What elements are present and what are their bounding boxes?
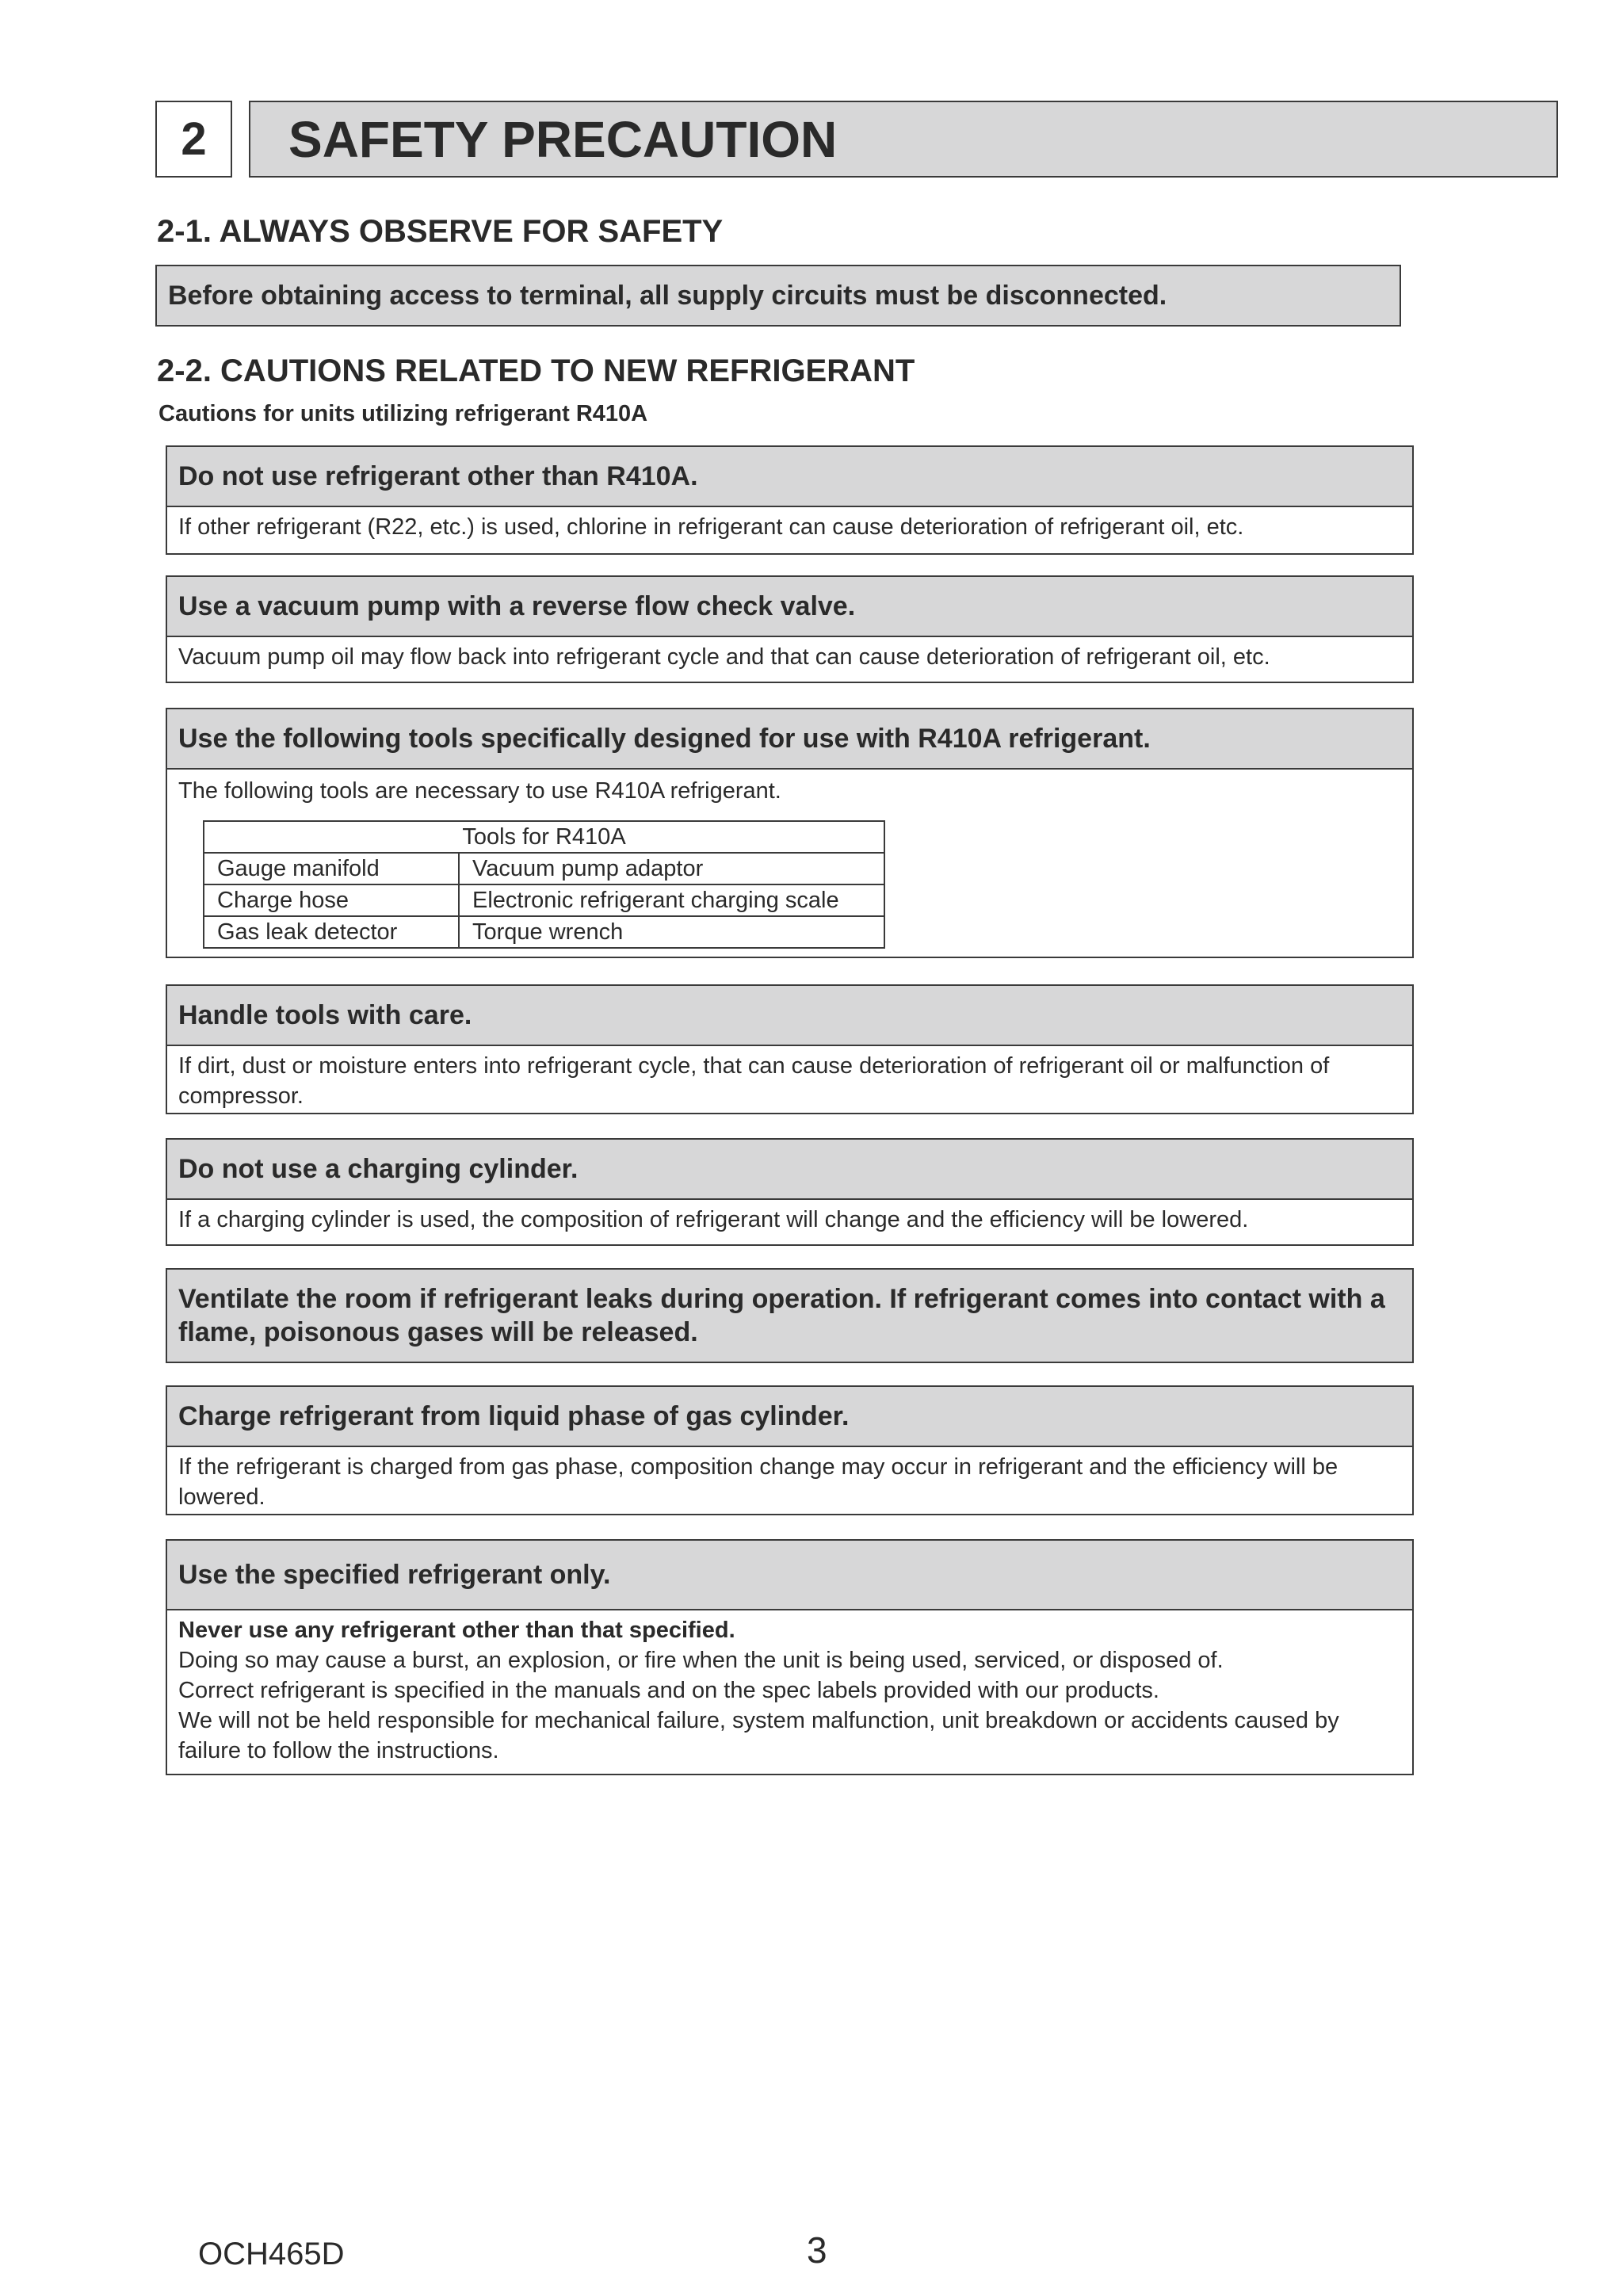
table-row: [204, 884, 884, 916]
table-cell: Electronic refrigerant charging scale: [459, 884, 884, 916]
table-header-row: [204, 821, 884, 853]
caution-body: If the refrigerant is charged from gas phase, composition change may occur in refrigerant and the efficiency will be lowered.: [178, 1454, 1338, 1510]
tools-table: [203, 820, 885, 949]
caution-title: Charge refrigerant from liquid phase of gas cylinder.: [167, 1387, 1412, 1447]
caution-body-area: [167, 770, 1412, 957]
caution-body-line: We will not be held responsible for mechanical failure, system malfunction, unit breakdown or accidents caused by failure to follow the instructions.: [178, 1708, 1339, 1763]
caution-box-liquid-phase: [166, 1385, 1414, 1515]
caution-title: Ventilate the room if refrigerant leaks during operation. If refrigerant comes into contact with a flame, poisonous gases will be released.: [167, 1270, 1412, 1362]
section-heading-2-2: 2-2. CAUTIONS RELATED TO NEW REFRIGERANT: [157, 353, 915, 388]
table-cell: Charge hose: [204, 884, 459, 916]
table-cell: Gauge manifold: [204, 853, 459, 884]
table-row: [204, 916, 884, 948]
caution-title: Do not use a charging cylinder.: [167, 1140, 1412, 1200]
chapter-number: 2: [155, 101, 232, 178]
footer-model-code: OCH465D: [198, 2237, 345, 2271]
caution-box-charging-cylinder: [166, 1138, 1414, 1246]
caution-title: Use the following tools specifically designed for use with R410A refrigerant.: [167, 709, 1412, 770]
chapter-title: [249, 101, 1558, 178]
table-cell: Gas leak detector: [204, 916, 459, 948]
section-heading-2-1: 2-1. ALWAYS OBSERVE FOR SAFETY: [157, 214, 724, 249]
caution-body: Vacuum pump oil may flow back into refrigerant cycle and that can cause deterioration of refrigerant oil, etc.: [178, 644, 1270, 670]
caution-body-bold-line: Never use any refrigerant other than that specified.: [178, 1618, 735, 1643]
tools-table-header: Tools for R410A: [204, 821, 884, 853]
caution-body-line: Correct refrigerant is specified in the manuals and on the spec labels provided with our products.: [178, 1678, 1159, 1703]
table-cell: Torque wrench: [459, 916, 884, 948]
caution-box-tools: [166, 708, 1414, 958]
caution-body-line: Doing so may cause a burst, an explosion, or fire when the unit is being used, serviced, or disposed of.: [178, 1648, 1224, 1673]
caution-title: Handle tools with care.: [167, 986, 1412, 1046]
caution-title: Use the specified refrigerant only.: [167, 1541, 1412, 1610]
caution-box-ventilate: [166, 1268, 1414, 1363]
safety-notice-box: [155, 265, 1401, 327]
caution-body: The following tools are necessary to use R410A refrigerant.: [178, 778, 781, 804]
caution-box-handle-tools: [166, 984, 1414, 1114]
chapter-title-text: SAFETY PRECAUTION: [288, 110, 838, 168]
safety-notice-text: Before obtaining access to terminal, all supply circuits must be disconnected.: [168, 280, 1167, 311]
footer-page-number: 3: [807, 2229, 827, 2271]
caution-body: [167, 1610, 1412, 1771]
table-cell: Vacuum pump adaptor: [459, 853, 884, 884]
section-subheading: Cautions for units utilizing refrigerant R410A: [158, 401, 648, 426]
caution-body: If other refrigerant (R22, etc.) is used, chlorine in refrigerant can cause deterioration of refrigerant oil, etc.: [178, 514, 1244, 540]
caution-box-vacuum-pump: [166, 575, 1414, 683]
caution-body: If dirt, dust or moisture enters into refrigerant cycle, that can cause deterioration of refrigerant oil or malfunction of compressor.: [178, 1053, 1330, 1109]
caution-title: Do not use refrigerant other than R410A.: [167, 447, 1412, 507]
caution-box-refrigerant-type: [166, 445, 1414, 555]
table-row: [204, 853, 884, 884]
caution-title: Use a vacuum pump with a reverse flow check valve.: [167, 577, 1412, 637]
caution-body: If a charging cylinder is used, the composition of refrigerant will change and the efficiency will be lowered.: [178, 1207, 1249, 1232]
caution-box-specified-refrigerant: [166, 1539, 1414, 1775]
